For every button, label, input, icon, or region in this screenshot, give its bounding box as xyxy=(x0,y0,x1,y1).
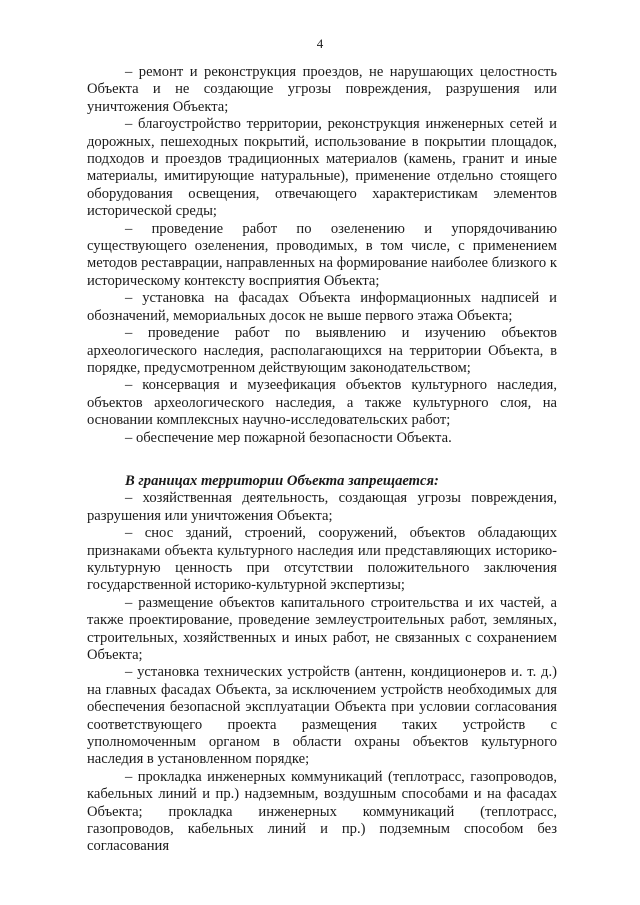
permitted-item: – благоустройство территории, реконструкция инженерных сетей и дорожных, пешеходных покрытий, использование в покрытии площадок, подходов и проездов традиционных материалов (камень, гранит и иные материалы, имитирующие натуральные), применение отдельно стоящего оборудования освещения, отвечающего характеристикам элементов исторической среды; xyxy=(87,116,557,220)
prohibited-item: – установка технических устройств (антенн, кондиционеров и. т. д.) на главных фасадах Объекта, за исключением устройств необходимых для обеспечения безопасной эксплуатации Объекта при условии согласования соответствующего проекта размещения таких устройств с уполномоченным органом в области охраны объектов культурного наследия в установленном порядке; xyxy=(87,664,557,768)
permitted-item: – проведение работ по озеленению и упорядочиванию существующего озеленения, проводимых, в том числе, с применением методов реставрации, направленных на формирование наиболее близкого к историческому контексту восприятия Объекта; xyxy=(87,220,557,289)
prohibited-item: – хозяйственная деятельность, создающая угрозы повреждения, разрушения или уничтожения Объекта; xyxy=(87,490,557,524)
permitted-item: – ремонт и реконструкция проездов, не нарушающих целостность Объекта и не создающие угрозы повреждения, разрушения или уничтожения Объекта; xyxy=(87,64,557,115)
permitted-item: – обеспечение мер пожарной безопасности Объекта. xyxy=(125,429,452,446)
permitted-works-list xyxy=(87,64,557,447)
prohibited-section-heading: В границах территории Объекта запрещается: xyxy=(125,472,439,489)
permitted-item: – консервация и музеефикация объектов культурного наследия, объектов археологического наследия, а также культурного слоя, на основании комплексных научно-исследовательских работ; xyxy=(87,377,557,429)
prohibited-item: – снос зданий, строений, сооружений, объектов обладающих признаками объекта культурного наследия или представляющих историко-культурную ценность при отсутствии положительного заключения государственной историко-культурной экспертизы; xyxy=(87,525,557,594)
permitted-item: – установка на фасадах Объекта информационных надписей и обозначений, мемориальных досок не выше первого этажа Объекта; xyxy=(87,290,557,324)
document-body xyxy=(87,64,557,856)
prohibited-item: – размещение объектов капитального строительства и их частей, а также проектирование, проведение землеустроительных работ, земляных, строительных, хозяйственных и иных работ, не связанных с сохранением Объекта; xyxy=(87,594,557,663)
page-number: 4 xyxy=(316,36,324,51)
permitted-item: – проведение работ по выявлению и изучению объектов археологического наследия, располагающихся на территории Объекта, в порядке, предусмотренном действующим законодательством; xyxy=(87,325,557,376)
prohibited-item: – прокладка инженерных коммуникаций (теплотрасс, газопроводов, кабельных линий и пр.) надземным, воздушным способами и на фасадах Объекта; прокладка инженерных коммуникаций (теплотрасс, газопроводов, кабельных линий и пр.) подземным способом без согласования xyxy=(87,768,557,855)
prohibited-works-list xyxy=(87,490,557,856)
